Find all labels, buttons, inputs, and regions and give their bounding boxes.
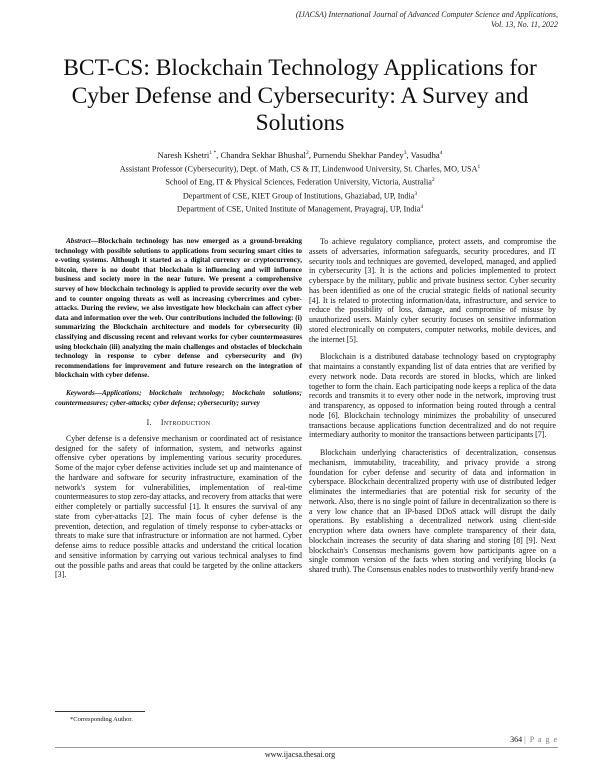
author-name: Naresh Kshetri bbox=[157, 149, 210, 160]
journal-header bbox=[296, 10, 558, 30]
abstract bbox=[55, 237, 302, 381]
intro-paragraph: Cyber defense is a defensive mechanism or coordinated act of resistance designed for the safety of information, system, and networks against offensive cyber operations by implementing various security procedures. Some of the major cyber defense activities include set up and maintenance of the hardware and software for security infrastructure, examination of the network's system for vulnerabilities, implementation of real-time countermeasures to stop zero-day attacks, and recovery from attacks that were either completely or partially successful [1]. It ensures the survival of any state from cyber-attacks [2]. The main focus of cyber defense is the prevention, detection, and regulation of timely response to cyber-attacks or threats to make sure that infrastructure or information are not harmed. Cyber defense aims to reduce possible attacks and understand the critical location and sensitive information by carrying out various technical analyses to find out the possible paths and areas that could be targeted by the online attackers [3]. bbox=[55, 433, 302, 580]
section-number: I. bbox=[146, 418, 152, 428]
author-sup: 1 * bbox=[209, 150, 217, 156]
keywords-label: Keywords bbox=[66, 388, 95, 397]
left-column bbox=[55, 237, 302, 580]
author-names: Naresh Kshetri$^{1 *}$, Chandra Sekhar Bhushal$^2$, Purnendu Shekhar Pandey$^3$, Vasudha$^4$ bbox=[157, 149, 443, 160]
affiliation: Assistant Professor (Cybersecurity), Dept. of Math, CS & IT, Lindenwood University, St. Charles, MO, USA$^1$ bbox=[119, 163, 481, 174]
paragraph-blockchain: Blockchain is a distributed database technology based on cryptography that maintains a constantly expanding list of data entries that are verified by every network node. Data records are stored in blocks, which are linked together to form the chain. Each participating node keeps a replica of the data records and transmits it to every other node in the network, improving trust and transparency, as opposed to information being routed through a central node [6]. Blockchain technology minimizes the probability of unsecured transactions because applications function decentralized and do not require intermediary authority to monitor the transactions between participants [7]. bbox=[309, 352, 556, 440]
journal-line-1: (IJACSA) International Journal of Advanced Computer Science and Applications, bbox=[295, 10, 558, 19]
footnote: *Corresponding Author. bbox=[70, 716, 133, 723]
author-name: Purnendu Shekhar Pandey bbox=[312, 149, 404, 160]
page-number-value: 364 bbox=[510, 735, 523, 744]
author-sup: 4 bbox=[439, 150, 443, 156]
affiliation: Department of CSE, KIET Group of Institutions, Ghaziabad, UP, India$^3$ bbox=[182, 190, 418, 201]
page-label: | P a g e bbox=[524, 735, 558, 744]
author-name: Vasudha bbox=[410, 149, 440, 160]
journal-url: www.ijacsa.thesai.org bbox=[264, 750, 336, 759]
author-block bbox=[30, 148, 570, 216]
author-sup: 3 bbox=[403, 150, 407, 156]
journal-line-2: Vol. 13, No. 11, 2022 bbox=[491, 20, 558, 29]
keywords-text: —Applications; blockchain technology; blockchain solutions; countermeasures; cyber-attacks; cyber defense; cybersecurity; survey bbox=[55, 388, 302, 407]
title-line-1: BCT-CS: Blockchain Technology Applications for bbox=[63, 55, 537, 81]
section-heading bbox=[55, 418, 302, 428]
affiliation: School of Eng, IT & Physical Sciences, Federation University, Victoria, Australia$^2$ bbox=[165, 177, 435, 187]
page-number bbox=[510, 735, 558, 744]
title-line-3: Solutions bbox=[255, 110, 345, 136]
paragraph-characteristics: Blockchain underlying characteristics of decentralization, consensus mechanism, immutability, traceability, and privacy provide a strong foundation for cyber defense and security of data and information in cyberspace. Blockchain decentralized property with use of distributed ledger eliminates the intermediaries that are potential risk for security of the network. Also, there is no single point of failure in decentralization so there is a very low chance that an IP-based DDoS attack will disrupt the daily operations. By establishing a decentralized network using client-side encryption where data owners have complete transparency of their data, blockchain increases the security of data sharing and storing [8] [9]. Next blockchain's Consensus mechanisms govern how participants agree on a single common version of the facts when storing and verifying blocks (a shared truth). The Consensus enables nodes to trustworthily verify brand-new bbox=[309, 448, 556, 574]
title-line-2: Cyber Defense and Cybersecurity: A Survey and bbox=[71, 82, 529, 109]
affiliation: Department of CSE, United Institute of Management, Prayagraj, UP, India$^4$ bbox=[176, 204, 424, 214]
paper-title bbox=[40, 55, 560, 138]
abstract-label: Abstract bbox=[66, 237, 91, 245]
author-name: Chandra Sekhar Bhushal bbox=[220, 149, 306, 160]
footnote-divider bbox=[55, 711, 145, 712]
section-title: Introduction bbox=[160, 418, 211, 428]
footer-divider bbox=[55, 747, 558, 748]
keywords bbox=[55, 389, 302, 408]
abstract-text: —Blockchain technology has now emerged as a ground-breaking technology with possible solutions to applications from securing smart cities to e-voting systems. Although it started as a digital currency or cryptocurrency, bitcoin, there is no doubt that blockchain is influencing and will influence business and society more in the near future. We present a comprehensive survey of how blockchain technology is applied to provide security over the web and to counter ongoing threats as well as increasing cybercrimes and cyber-attacks. During the review, we also investigate how blockchain can affect cyber data and information over the web. Our contributions included the following: (i) summarizing the Blockchain architecture and models for cybersecurity (ii) classifying and discussing recent and relevant works for cyber countermeasures using blockchain (iii) analyzing the main challenges and obstacles of blockchain technology in response to cyber defense and cybersecurity and (iv) recommendations for improvement and future research on the integration of blockchain with cyber defense. bbox=[55, 237, 302, 380]
author-sup: 2 bbox=[305, 150, 309, 156]
paragraph-cybersecurity: To achieve regulatory compliance, protect assets, and compromise the assets of adversaries, information safeguards, security procedures, and IT security tools and techniques are governed, developed, managed, and applied in cybersecurity [3]. It is the actions and policies implemented to protect cyberspace by the military, public and private business sector. Cyber security has been identified as one of the crucial strategic fields of national security [4]. It is related to protecting information/data, infrastructure, and service to reduce the possibility of loss, damage, and compromise of misuse by unauthorized users. Mainly cyber security focuses on sensitive information stored electronically on computers, computer networks, mobile devices, and the internet [5]. bbox=[309, 237, 556, 344]
right-column bbox=[309, 237, 556, 575]
